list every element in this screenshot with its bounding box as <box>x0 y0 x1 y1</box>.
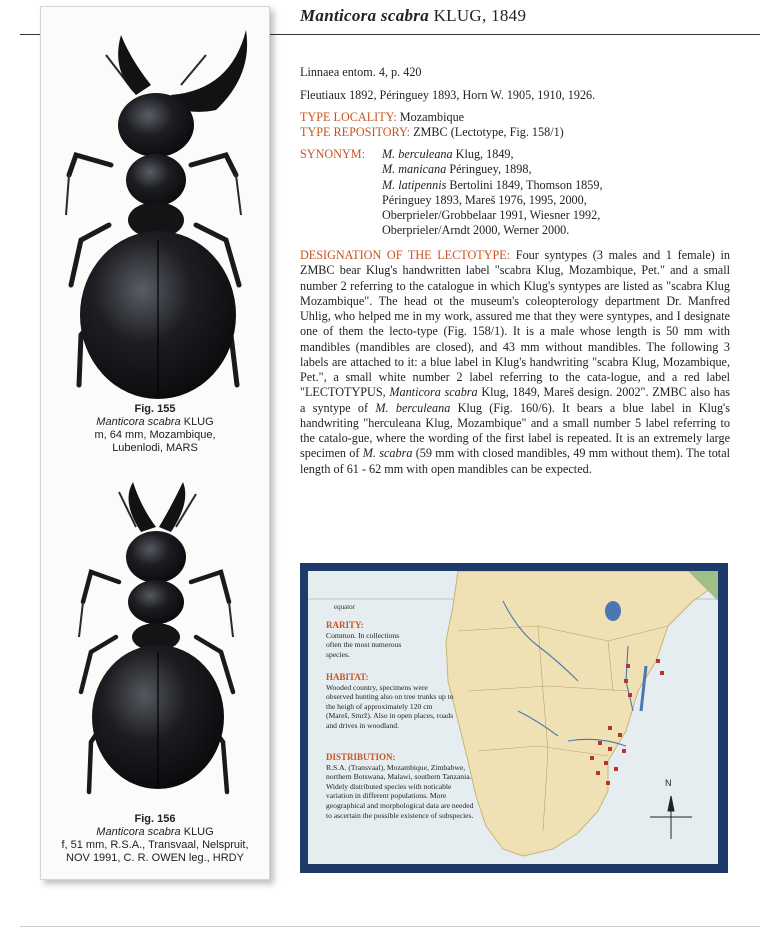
bottom-rule <box>20 926 760 927</box>
figure-author: KLUG <box>180 416 214 428</box>
type-locality-value: Mozambique <box>396 110 465 124</box>
figure-caption-155 <box>41 403 269 455</box>
synonym-line: M. berculeana Klug, 1849, <box>382 147 514 161</box>
type-repository-value: ZMBC (Lectotype, Fig. 158/1) <box>410 125 564 140</box>
title-author: KLUG, 1849 <box>429 6 527 25</box>
type-repository-label: TYPE REPOSITORY: <box>300 125 411 140</box>
map-canvas <box>308 571 718 864</box>
lake <box>605 601 621 621</box>
page-title <box>300 6 526 26</box>
synonym-label: SYNONYM: <box>300 147 366 161</box>
type-locality-label: TYPE LOCALITY: <box>300 110 397 124</box>
rarity-section <box>326 621 468 659</box>
photo-panel <box>40 6 270 880</box>
land-mass <box>446 571 718 856</box>
figure-line1: m, 64 mm, Mozambique, <box>94 429 216 441</box>
figure-number: Fig. 155 <box>134 403 176 415</box>
synonym-list <box>382 147 742 239</box>
rarity-text: Common. In collections often the most numerous species. <box>326 630 402 659</box>
figure-author: KLUG <box>180 826 214 838</box>
distribution-map <box>300 563 728 873</box>
synonym-block <box>300 147 740 238</box>
distribution-text: R.S.A. (Transvaal), Mozambique, Zimbabwe, northern Botswana, Malawi, southern Tanzania. Widely distributed species with noticable variation in different populations. More geographical and morphological data are needed to ascertain the possible existence of subspecies. <box>326 762 474 820</box>
figure-species: Manticora scabra <box>96 826 181 838</box>
compass-rose <box>650 796 692 839</box>
figure-number: Fig. 156 <box>134 813 176 825</box>
habitat-text: Wooded country, specimens were observed hunting also on tree trunks up to the heigh of approximately 120 cm (Mareš, Smrž). Also in open places, roads and drives in woodland. <box>326 682 454 730</box>
synonym-line: M. latipennis Bertolini 1849, Thomson 1859, <box>382 177 603 192</box>
references <box>300 65 730 103</box>
compass-north-label: N <box>665 778 672 788</box>
reference-line: Linnaea entom. 4, p. 420 <box>300 65 422 79</box>
synonym-line: Oberprieler/Arndt 2000, Werner 2000. <box>382 223 570 238</box>
habitat-section <box>326 673 468 731</box>
equator-label: equator <box>334 603 355 611</box>
designation-paragraph: DESIGNATION OF THE LECTOTYPE: Four syntypes (3 males and 1 female) in ZMBC bear Klug's handwritten label "scabra Klug, Mozambique, Pet." and a small number 2 referring to the catalogue in which Klug's syntypes are listed as "scabra Klug Mozambique". The head ot the museum's coleopterology department Dr. Manfred Uhlig, who helped me in my work, assured me that they were syntypes, and I designate one of them the lecto-type (Fig. 158/1). It is a male whose length is 50 mm with mandibles (mandibles are closed), and 43 mm without mandibles. The following 3 labels are attached to it: a blue label in Klug's handwriting "scabra Klug, Mozambique, Pet.", a small white number 2 label referring to the cata-logue, and a red label "LECTOTYPUS, Manticora scabra Klug, 1849, Mareš design. 2002". ZMBC also has a syntype of M. berculeana Klug (Fig. 160/6). It bears a blue label in Klug's handwriting "herculeana Klug, Mozambique" and a small number 5 label referring to the catalo-gue, where the wording of the first label is repeated. It is an extremely large specimen of M. scabra (59 mm with closed mandibles, 49 mm without them). The total length of 61 - 62 mm with open mandibles can be expected. <box>300 248 731 476</box>
synonym-line: Oberprieler/Grobbelaar 1991, Wiesner 1992, <box>382 208 601 223</box>
figure-line2: NOV 1991, C. R. OWEN leg., HRDY <box>66 852 244 864</box>
reference-line: Fleutiaux 1892, Péringuey 1893, Horn W. 1905, 1910, 1926. <box>300 88 596 103</box>
rarity-label: RARITY: <box>326 620 364 630</box>
synonym-line: Péringuey 1893, Mareš 1976, 1995, 2000, <box>382 192 587 207</box>
figure-caption-156 <box>41 813 269 865</box>
habitat-label: HABITAT: <box>326 672 369 682</box>
distribution-label: DISTRIBUTION: <box>326 752 396 762</box>
title-species: Manticora scabra <box>300 6 430 25</box>
designation-label: DESIGNATION OF THE LECTOTYPE: <box>300 248 511 262</box>
figure-line1: f, 51 mm, R.S.A., Transvaal, Nelspruit, <box>61 839 249 851</box>
beetle-photo-male <box>41 15 269 413</box>
synonym-line: M. manicana Péringuey, 1898, <box>382 162 532 177</box>
distribution-section <box>326 752 474 820</box>
figure-line2: Lubenlodi, MARS <box>112 442 198 454</box>
type-info <box>300 110 730 140</box>
figure-species: Manticora scabra <box>96 416 181 428</box>
beetle-photo-female <box>41 472 269 817</box>
